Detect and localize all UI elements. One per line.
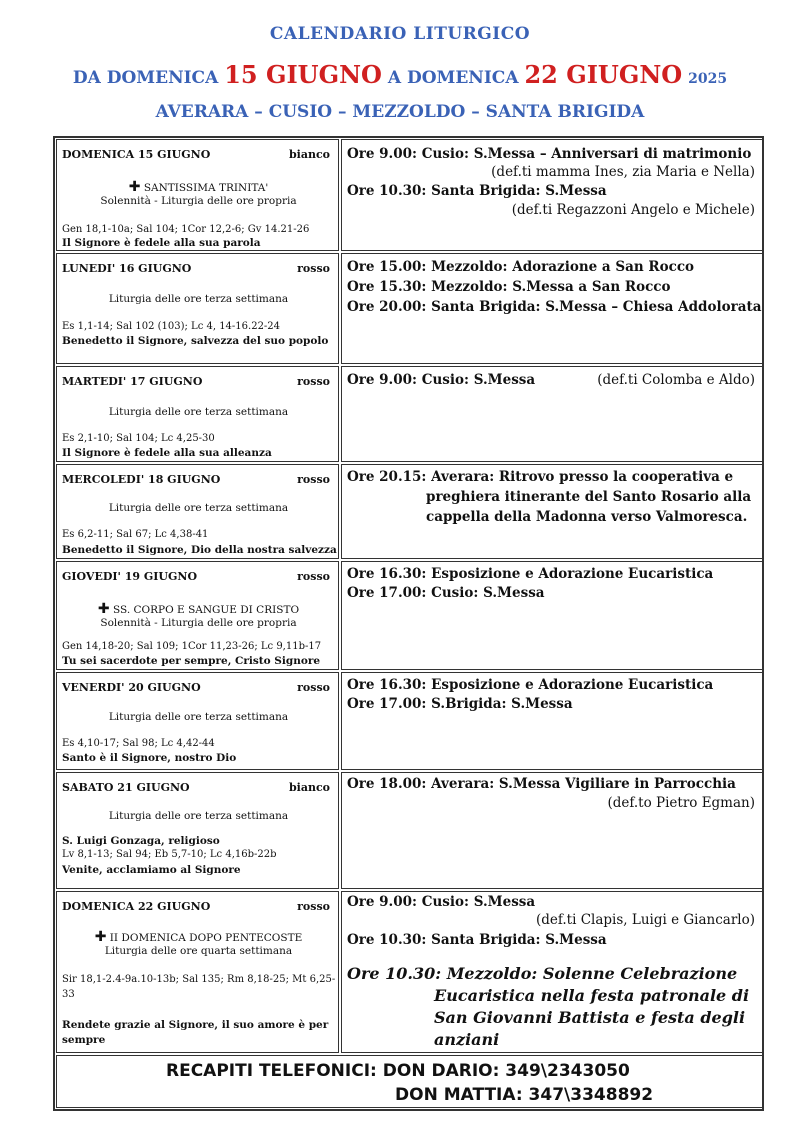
readings: Es 1,1-14; Sal 102 (103); Lc 4, 14-16.22-24 xyxy=(62,321,281,332)
contacts-line: RECAPITI TELEFONICI: DON DARIO: 349\2343050 xyxy=(166,1061,630,1081)
liturgy-note: Liturgia delle ore terza settimana xyxy=(108,502,289,514)
events-cell xyxy=(341,561,764,670)
event-note: (def.ti Regazzoni Angelo e Michele) xyxy=(511,202,755,218)
events-cell xyxy=(341,672,764,770)
event-line: preghiera itinerante del Santo Rosario alla xyxy=(426,489,752,505)
readings: Gen 14,18-20; Sal 109; 1Cor 11,23-26; Lc 9,11b-17 xyxy=(62,641,322,652)
feast-name xyxy=(57,930,340,945)
event-line: Eucaristica nella festa patronale di xyxy=(434,986,750,1005)
readings: 33 xyxy=(62,989,75,1000)
readings: Es 6,2-11; Sal 67; Lc 4,38-41 xyxy=(62,529,209,540)
events-cell xyxy=(341,891,764,1053)
liturgy-note: Liturgia delle ore terza settimana xyxy=(108,810,289,822)
day-cell xyxy=(56,366,339,462)
liturgy-note: Liturgia delle ore quarta settimana xyxy=(104,945,293,957)
liturgy-note: Liturgia delle ore terza settimana xyxy=(108,711,289,723)
liturgy-note: Solennità - Liturgia delle ore propria xyxy=(100,617,297,629)
event-line: Ore 10.30: Santa Brigida: S.Messa xyxy=(347,932,607,948)
page-title: CALENDARIO LITURGICO xyxy=(269,24,531,44)
events-cell xyxy=(341,772,764,889)
day-heading: GIOVEDI' 19 GIUGNO xyxy=(62,570,198,583)
day-cell xyxy=(56,891,339,1053)
day-cell xyxy=(56,672,339,770)
readings: Es 4,10-17; Sal 98; Lc 4,42-44 xyxy=(62,738,215,749)
day-heading: MARTEDI' 17 GIUGNO xyxy=(62,375,203,388)
liturgy-note: Solennità - Liturgia delle ore propria xyxy=(100,195,297,207)
event-line: Ore 15.30: Mezzoldo: S.Messa a San Rocco xyxy=(347,279,671,295)
event-line: Ore 20.00: Santa Brigida: S.Messa – Chiesa Addolorata xyxy=(347,299,762,315)
events-cell xyxy=(341,464,764,559)
psalm-refrain: Il Signore è fedele alla sua alleanza xyxy=(62,447,272,459)
day-heading: SABATO 21 GIUGNO xyxy=(62,781,190,794)
event-note: (def.ti Colomba e Aldo) xyxy=(597,372,755,388)
readings: Es 2,1-10; Sal 104; Lc 4,25-30 xyxy=(62,433,215,444)
day-heading: MERCOLEDI' 18 GIUGNO xyxy=(62,473,221,486)
event-line: Ore 16.30: Esposizione e Adorazione Eucaristica xyxy=(347,677,714,693)
cross-icon: ✚ xyxy=(128,179,141,195)
event-line: Ore 18.00: Averara: S.Messa Vigiliare in Parrocchia xyxy=(347,776,736,792)
psalm-refrain: Benedetto il Signore, salvezza del suo popolo xyxy=(62,335,329,347)
events-cell xyxy=(341,366,764,462)
day-heading: DOMENICA 22 GIUGNO xyxy=(62,900,211,913)
end-date: 22 GIUGNO xyxy=(524,60,683,89)
liturgical-color: rosso xyxy=(297,681,330,694)
liturgical-color: rosso xyxy=(297,473,330,486)
start-date: 15 GIUGNO xyxy=(224,60,382,89)
psalm-refrain: Il Signore è fedele alla sua parola xyxy=(62,237,261,249)
range-prefix: DA DOMENICA xyxy=(72,68,225,88)
event-note: (def.to Pietro Egman) xyxy=(607,795,755,811)
feast-label: SS. CORPO E SANGUE DI CRISTO xyxy=(113,604,300,616)
year: 2025 xyxy=(688,71,728,87)
feast-label: SANTISSIMA TRINITA' xyxy=(143,182,269,194)
event-line: Ore 15.00: Mezzoldo: Adorazione a San Rocco xyxy=(347,259,695,275)
events-cell xyxy=(341,253,764,364)
psalm-refrain: Tu sei sacerdote per sempre, Cristo Signore xyxy=(62,655,321,667)
event-line: Ore 17.00: S.Brigida: S.Messa xyxy=(347,696,573,712)
day-heading: DOMENICA 15 GIUGNO xyxy=(62,148,211,161)
range-mid: A DOMENICA xyxy=(387,68,525,88)
day-heading: LUNEDI' 16 GIUGNO xyxy=(62,262,192,275)
event-note: (def.ti Clapis, Luigi e Giancarlo) xyxy=(535,912,755,928)
event-line: Ore 9.00: Cusio: S.Messa – Anniversari di matrimonio xyxy=(347,146,752,162)
psalm-refrain: Benedetto il Signore, Dio della nostra salvezza xyxy=(62,544,337,556)
day-cell xyxy=(56,139,339,251)
event-line: Ore 10.30: Santa Brigida: S.Messa xyxy=(347,183,607,199)
liturgical-color: rosso xyxy=(297,570,330,583)
cross-icon: ✚ xyxy=(97,601,110,617)
contacts-box xyxy=(56,1055,764,1108)
day-cell xyxy=(56,464,339,559)
feast-name xyxy=(57,602,340,617)
feast-label: II DOMENICA DOPO PENTECOSTE xyxy=(109,932,303,944)
readings: Gen 18,1-10a; Sal 104; 1Cor 12,2-6; Gv 14.21-26 xyxy=(62,224,310,235)
events-cell xyxy=(341,139,764,251)
day-cell xyxy=(56,253,339,364)
liturgical-color: rosso xyxy=(297,900,330,913)
date-range xyxy=(0,60,800,89)
liturgical-color: rosso xyxy=(297,262,330,275)
psalm-refrain: Venite, acclamiamo al Signore xyxy=(62,864,241,876)
saint-memorial: S. Luigi Gonzaga, religioso xyxy=(62,835,220,847)
liturgy-note: Liturgia delle ore terza settimana xyxy=(108,406,289,418)
event-line: cappella della Madonna verso Valmoresca. xyxy=(426,509,748,525)
day-heading: VENERDI' 20 GIUGNO xyxy=(62,681,201,694)
event-line: Ore 9.00: Cusio: S.Messa xyxy=(347,372,536,388)
event-line: anziani xyxy=(434,1030,500,1049)
event-line: San Giovanni Battista e festa degli xyxy=(434,1008,746,1027)
psalm-refrain: sempre xyxy=(62,1034,106,1046)
liturgical-color: bianco xyxy=(288,148,330,161)
event-line: Ore 17.00: Cusio: S.Messa xyxy=(347,585,545,601)
psalm-refrain: Rendete grazie al Signore, il suo amore è per xyxy=(62,1019,329,1031)
readings: Lv 8,1-13; Sal 94; Eb 5,7-10; Lc 4,16b-22b xyxy=(62,849,277,860)
contacts-line: DON MATTIA: 347\3348892 xyxy=(395,1085,654,1105)
event-note: (def.ti mamma Ines, zia Maria e Nella) xyxy=(491,164,755,180)
cross-icon: ✚ xyxy=(94,929,107,945)
feast-name xyxy=(57,180,340,195)
day-cell xyxy=(56,561,339,670)
liturgy-note: Liturgia delle ore terza settimana xyxy=(108,293,289,305)
psalm-refrain: Santo è il Signore, nostro Dio xyxy=(62,752,237,764)
day-cell xyxy=(56,772,339,889)
liturgical-color: rosso xyxy=(297,375,330,388)
event-line: Ore 16.30: Esposizione e Adorazione Eucaristica xyxy=(347,566,714,582)
liturgical-color: bianco xyxy=(288,781,330,794)
event-line: Ore 9.00: Cusio: S.Messa xyxy=(347,894,536,910)
event-line: Ore 10.30: Mezzoldo: Solenne Celebrazione xyxy=(347,964,738,983)
event-line: Ore 20.15: Averara: Ritrovo presso la cooperativa e xyxy=(347,469,734,485)
places: AVERARA – CUSIO – MEZZOLDO – SANTA BRIGIDA xyxy=(155,102,645,122)
readings: Sir 18,1-2.4-9a.10-13b; Sal 135; Rm 8,18-25; Mt 6,25- xyxy=(62,974,336,985)
